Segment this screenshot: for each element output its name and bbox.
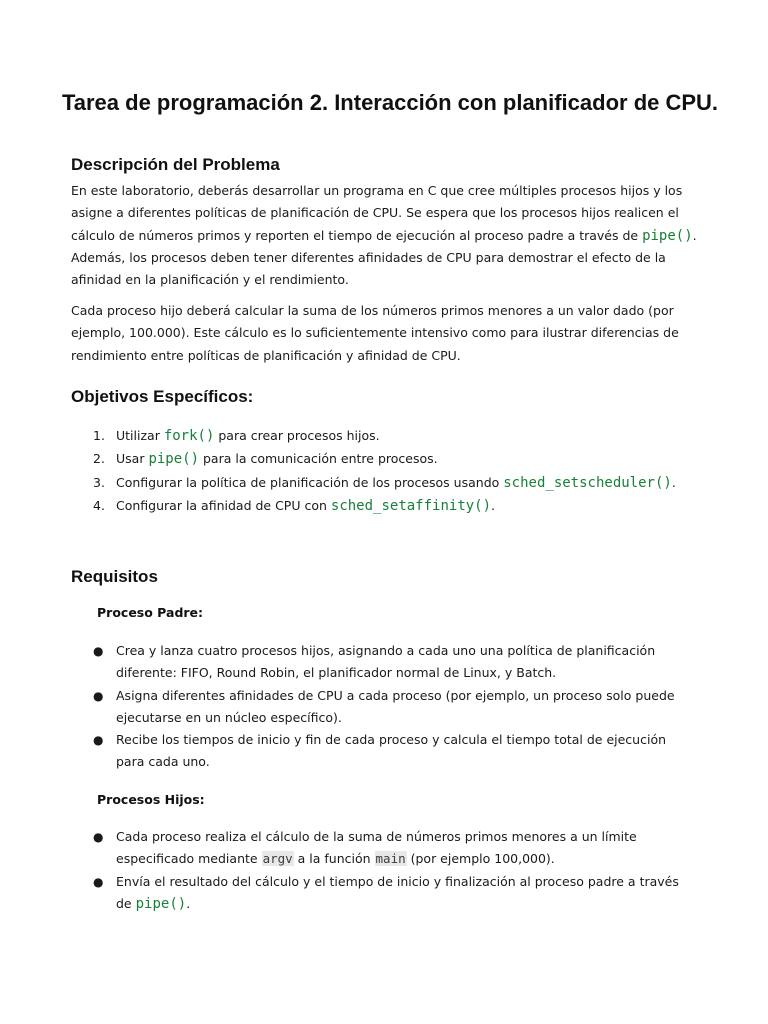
list-text: .	[186, 895, 191, 911]
list-text: Recibe los tiempos de inicio y fin de cada proceso y calcula el tiempo total de ejecución para cada uno.	[116, 732, 667, 770]
section-heading-objetivos: Objetivos Específicos:	[71, 387, 254, 406]
list-text: a la función	[293, 851, 375, 867]
paragraph-text: En este laboratorio, deberás desarrollar un programa en C que cree múltiples procesos hijos y los asigne a diferentes políticas de planificación de CPU. Se espera que los procesos hijos realicen el cálculo de números primos y reporten el tiempo de ejecución al proceso padre a través de	[71, 183, 683, 243]
bullet-icon: ●	[93, 830, 104, 844]
list-number: 2.	[93, 451, 105, 467]
list-number: 4.	[93, 497, 105, 513]
subheading-procesos-hijos: Procesos Hijos:	[97, 792, 205, 807]
list-item	[93, 447, 676, 470]
paragraph-text: . Además, los procesos deben tener diferentes afinidades de CPU para demostrar el efecto de la afinidad en la planificación y el rendimiento.	[71, 227, 697, 288]
list-item	[93, 424, 676, 447]
descripcion-paragraph-2	[71, 300, 701, 367]
bullet-icon: ●	[93, 874, 104, 889]
bullet-icon: ●	[93, 733, 104, 748]
list-number: 3.	[93, 474, 105, 490]
descripcion-paragraph-1	[71, 180, 701, 291]
code-sched-setaffinity: sched_setaffinity()	[330, 497, 492, 514]
list-text: .	[491, 497, 496, 513]
list-text: .	[671, 474, 676, 490]
list-text: Crea y lanza cuatro procesos hijos, asignando a cada uno una política de planificación diferente: FIFO, Round Robin, el planificador normal de Linux, y Batch.	[116, 643, 656, 681]
code-argv: argv	[262, 851, 293, 867]
list-text: Envía el resultado del cálculo y el tiempo de inicio y finalización al proceso padre a través de	[116, 873, 679, 911]
code-pipe: pipe()	[148, 451, 200, 468]
code-pipe: pipe()	[135, 895, 187, 912]
list-item	[93, 826, 693, 871]
list-item	[93, 471, 676, 494]
section-heading-requisitos: Requisitos	[71, 567, 158, 586]
list-item	[93, 640, 693, 685]
procesos-hijos-list	[93, 826, 693, 915]
list-text: Cada proceso realiza el cálculo de la suma de números primos menores a un límite especificado mediante	[116, 829, 637, 867]
list-text: Configurar la afinidad de CPU con	[116, 497, 331, 513]
code-sched-setscheduler: sched_setscheduler()	[503, 474, 672, 491]
list-item	[93, 494, 676, 517]
code-fork: fork()	[163, 428, 215, 444]
list-text: Asigna diferentes afinidades de CPU a cada proceso (por ejemplo, un proceso solo puede ejecutarse en un núcleo específico).	[116, 687, 675, 725]
list-text: (por ejemplo 100,000).	[406, 851, 555, 867]
page-title: Tarea de programación 2. Interacción con planificador de CPU.	[61, 90, 719, 115]
subheading-proceso-padre: Proceso Padre:	[97, 605, 204, 620]
list-item	[93, 685, 693, 730]
list-text: Configurar la política de planificación de los procesos usando	[116, 474, 504, 490]
bullet-icon: ●	[93, 688, 104, 703]
list-item	[93, 871, 693, 916]
list-text: Usar	[116, 451, 149, 467]
list-text: para crear procesos hijos.	[214, 428, 380, 443]
section-heading-descripcion: Descripción del Problema	[71, 155, 280, 174]
proceso-padre-list	[93, 640, 693, 774]
bullet-icon: ●	[93, 644, 104, 658]
list-number: 1.	[93, 428, 105, 443]
code-main: main	[375, 851, 406, 867]
list-text: para la comunicación entre procesos.	[199, 451, 438, 467]
paragraph-text: Cada proceso hijo deberá calcular la suma de los números primos menores a un valor dado (por ejemplo, 100.000). Este cálculo es lo suficientemente intensivo como para ilustrar diferencias de rendimiento entre políticas de planificación y afinidad de CPU.	[71, 303, 679, 363]
code-pipe: pipe()	[642, 227, 693, 244]
objetivos-list	[93, 424, 676, 517]
list-text: Utilizar	[116, 428, 164, 443]
list-item	[93, 729, 693, 774]
